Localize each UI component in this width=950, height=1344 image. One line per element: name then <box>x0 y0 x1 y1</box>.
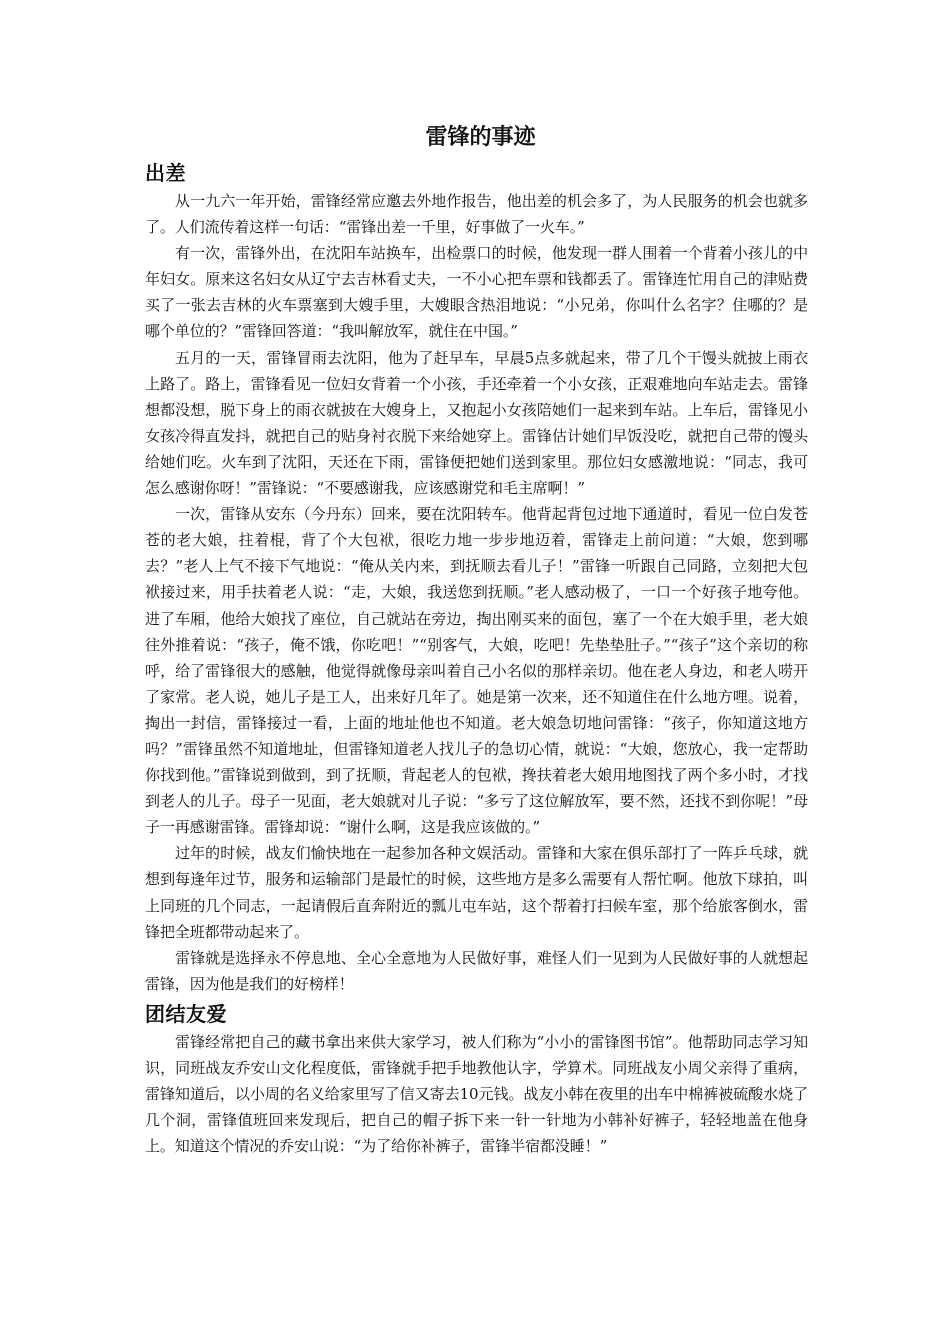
paragraph: 一次，雷锋从安东（今丹东）回来，要在沈阳转车。他背起背包过地下通道时，看见一位白发苍苍的老大娘，拄着棍，背了个大包袱，很吃力地一步步地迈着，雷锋走上前问道：“大娘，您到哪去？”老人上气不接下气地说：“俺从关内来，到抚顺去看儿子！”雷锋一听跟自己同路，立刻把大包袱接过来，用手扶着老人说：“走，大娘，我送您到抚顺。”老人感动极了，一口一个好孩子地夸他。进了车厢，他给大娘找了座位，自己就站在旁边，掏出刚买来的面包，塞了一个在大娘手里，老大娘往外推着说：“孩子，俺不饿，你吃吧！”“别客气，大娘，吃吧！先垫垫肚子。”“孩子”这个亲切的称呼，给了雷锋很大的感触，他觉得就像母亲叫着自己小名似的那样亲切。他在老人身边，和老人唠开了家常。老人说，她儿子是工人，出来好几年了。她是第一次来，还不知道住在什么地方哩。说着，掏出一封信，雷锋接过一看，上面的地址他也不知道。老大娘急切地问雷锋：“孩子，你知道这地方吗？”雷锋虽然不知道地址，但雷锋知道老人找儿子的急切心情，就说：“大娘，您放心，我一定帮助你找到他。”雷锋说到做到，到了抚顺，背起老人的包袱，搀扶着老大娘用地图找了两个多小时，才找到老人的儿子。母子一见面，老大娘就对儿子说：“多亏了这位解放军，要不然，还找不到你呢！”母子一再感谢雷锋。雷锋却说：“谢什么啊，这是我应该做的。” <box>145 505 808 837</box>
document-title: 雷锋的事迹 <box>425 125 536 150</box>
paragraph: 过年的时候，战友们愉快地在一起参加各种文娱活动。雷锋和大家在俱乐部打了一阵乒乓球，就想到每逢年过节，服务和运输部门是最忙的时候，这些地方是多么需要有人帮忙啊。他放下球拍，叫上同班的几个同志，一起请假后直奔附近的瓢儿屯车站，这个帮着打扫候车室，那个给旅客倒水，雷锋把全班都带动起来了。 <box>145 844 808 941</box>
paragraph: 五月的一天，雷锋冒雨去沈阳，他为了赶早车，早晨5点多就起来，带了几个干馒头就披上雨衣上路了。路上，雷锋看见一位妇女背着一个小孩，手还牵着一个小女孩，正艰难地向车站走去。雷锋想都没想，脱下身上的雨衣就披在大嫂身上，又抱起小女孩陪她们一起来到车站。上车后，雷锋见小女孩冷得直发抖，就把自己的贴身衬衣脱下来给她穿上。雷锋估计她们早饭没吃，就把自己带的馒头给她们吃。火车到了沈阳，天还在下雨，雷锋便把她们送到家里。那位妇女感激地说：“同志，我可怎么感谢你呀！”雷锋说：“不要感谢我，应该感谢党和毛主席啊！” <box>145 348 808 498</box>
paragraph: 雷锋就是选择永不停息地、全心全意地为人民做好事，难怪人们一见到为人民做好事的人就想起雷锋，因为他是我们的好榜样！ <box>145 948 808 993</box>
section-heading: 出差 <box>145 161 186 185</box>
section-unity-friendship <box>145 999 808 1159</box>
paragraph: 从一九六一年开始，雷锋经常应邀去外地作报告，他出差的机会多了，为人民服务的机会也就多了。人们流传着这样一句话：“雷锋出差一千里，好事做了一火车。” <box>145 192 808 237</box>
paragraph: 有一次，雷锋外出，在沈阳车站换车，出检票口的时候，他发现一群人围着一个背着小孩儿的中年妇女。原来这名妇女从辽宁去吉林看丈夫，一不小心把车票和钱都丢了。雷锋连忙用自己的津贴费买了一张去吉林的火车票塞到大嫂手里，大嫂眼含热泪地说：“小兄弟，你叫什么名字？住哪的？是哪个单位的？”雷锋回答道：“我叫解放军，就住在中国。” <box>145 244 808 341</box>
document-page <box>145 118 808 1159</box>
paragraph: 雷锋经常把自己的藏书拿出来供大家学习，被人们称为“小小的雷锋图书馆”。他帮助同志学习知识，同班战友乔安山文化程度低，雷锋就手把手地教他认字，学算术。同班战友小周父亲得了重病，雷锋知道后，以小周的名义给家里写了信又寄去10元钱。战友小韩在夜里的出车中棉裤被硫酸水烧了几个洞，雷锋值班回来发现后，把自己的帽子拆下来一针一针地为小韩补好裤子，轻轻地盖在他身上。知道这个情况的乔安山说：“为了给你补裤子，雷锋半宿都没睡！” <box>145 1032 808 1156</box>
section-heading: 团结友爱 <box>145 1001 227 1026</box>
section-business-trip <box>145 158 808 997</box>
